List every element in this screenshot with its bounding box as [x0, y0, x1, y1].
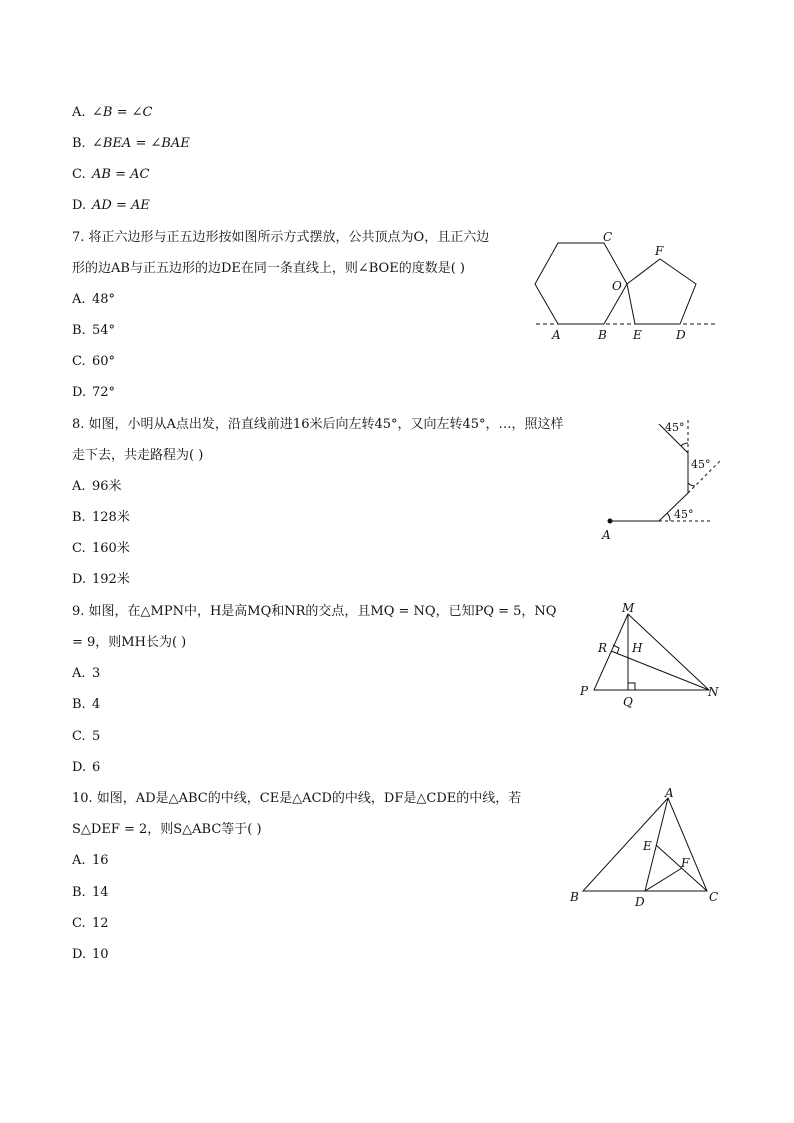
option-letter: B.	[72, 323, 86, 338]
q9-stem-line1: 9. 如图，在△MPN中，H是高MQ和NR的交点，且MQ = NQ，已知PQ = 5，NQ	[72, 604, 557, 619]
label-b: B	[570, 890, 579, 904]
angle-label-2: 45°	[691, 458, 711, 471]
option-text: 128米	[92, 510, 130, 525]
option-letter: D.	[72, 198, 87, 213]
q8-stem-line1: 8. 如图，小明从A点出发，沿直线前进16米后向左转45°，又向左转45°，…，照这样	[72, 417, 564, 432]
option-text: 6	[92, 760, 101, 775]
q9-stem-line2: = 9，则MH长为( )	[72, 635, 187, 650]
option-letter: D.	[72, 572, 87, 587]
angle-label-1: 45°	[674, 508, 694, 521]
option-letter: A.	[72, 853, 86, 868]
option-text: 48°	[92, 292, 116, 307]
label-o: O	[612, 279, 622, 293]
option-letter: A.	[72, 292, 86, 307]
q10-option-b	[72, 885, 109, 901]
option-text: 10	[92, 947, 109, 962]
option-letter: A.	[72, 479, 86, 494]
label-f: F	[655, 244, 664, 258]
q9-option-d	[72, 760, 100, 776]
label-c: C	[603, 230, 613, 244]
q10-figure	[566, 785, 736, 910]
q6-option-a	[72, 105, 152, 121]
label-a: A	[552, 328, 561, 342]
option-letter: C.	[72, 354, 86, 369]
label-c: C	[709, 890, 719, 904]
option-text: ∠B = ∠C	[92, 105, 153, 120]
label-r: R	[598, 641, 608, 655]
q10-stem-line2: S△DEF = 2，则S△ABC等于( )	[72, 822, 262, 837]
option-letter: C.	[72, 729, 86, 744]
angle-label-3: 45°	[665, 421, 685, 434]
option-text: 3	[92, 666, 101, 681]
label-e: E	[633, 328, 642, 342]
option-letter: C.	[72, 916, 86, 931]
option-text: 12	[92, 916, 109, 931]
q10-option-d	[72, 947, 109, 963]
option-text: 5	[92, 729, 101, 744]
label-d: D	[635, 895, 645, 909]
q8-stem-line2: 走下去，共走路程为( )	[72, 448, 204, 463]
q7-stem-line2: 形的边AB与正五边形的边DE在同一条直线上，则∠BOE的度数是( )	[72, 261, 465, 276]
q8-option-d	[72, 572, 130, 588]
label-q: Q	[623, 695, 633, 709]
q7-option-a	[72, 292, 115, 308]
q9-option-b	[72, 697, 100, 713]
label-a: A	[602, 528, 611, 542]
q10-option-a	[72, 853, 109, 869]
q10-stem-line1: 10. 如图，AD是△ABC的中线，CE是△ACD的中线，DF是△CDE的中线，若	[72, 791, 522, 806]
q8-option-a	[72, 479, 122, 495]
option-text: AB = AC	[92, 167, 150, 182]
q10-option-c	[72, 916, 109, 932]
label-a: A	[665, 786, 674, 800]
label-d: D	[676, 328, 686, 342]
q6-option-b	[72, 136, 190, 152]
option-text: 60°	[92, 354, 116, 369]
option-text: 96米	[92, 479, 122, 494]
option-letter: D.	[72, 760, 87, 775]
option-letter: B.	[72, 697, 86, 712]
option-text: AD = AE	[92, 198, 150, 213]
q7-stem-line1: 7. 将正六边形与正五边形按如图所示方式摆放，公共顶点为O，且正六边	[72, 230, 490, 245]
option-text: 54°	[92, 323, 116, 338]
q9-figure	[576, 600, 726, 710]
label-p: P	[580, 684, 589, 698]
option-text: 16	[92, 853, 109, 868]
option-text: 14	[92, 885, 109, 900]
option-text: 192米	[92, 572, 130, 587]
option-text: 4	[92, 697, 101, 712]
q8-option-c	[72, 541, 130, 557]
option-text: 160米	[92, 541, 130, 556]
option-text: ∠BEA = ∠BAE	[92, 136, 190, 151]
option-letter: D.	[72, 385, 87, 400]
label-b: B	[598, 328, 607, 342]
q7-figure	[530, 230, 730, 345]
option-letter: B.	[72, 510, 86, 525]
label-n: N	[708, 685, 719, 699]
option-letter: A.	[72, 666, 86, 681]
label-f: F	[681, 856, 690, 870]
q8-option-b	[72, 510, 130, 526]
option-letter: C.	[72, 541, 86, 556]
option-text: 72°	[92, 385, 116, 400]
q7-option-b	[72, 323, 115, 339]
q8-figure	[598, 415, 728, 545]
q6-option-c	[72, 167, 149, 183]
option-letter: A.	[72, 105, 86, 120]
q7-option-d	[72, 385, 115, 401]
q9-option-c	[72, 729, 100, 745]
q6-option-d	[72, 198, 150, 214]
option-letter: B.	[72, 136, 86, 151]
label-h: H	[632, 641, 643, 655]
label-m: M	[622, 601, 635, 615]
option-letter: D.	[72, 947, 87, 962]
label-e: E	[643, 839, 652, 853]
option-letter: B.	[72, 885, 86, 900]
option-letter: C.	[72, 167, 86, 182]
q9-option-a	[72, 666, 100, 682]
q7-option-c	[72, 354, 115, 370]
